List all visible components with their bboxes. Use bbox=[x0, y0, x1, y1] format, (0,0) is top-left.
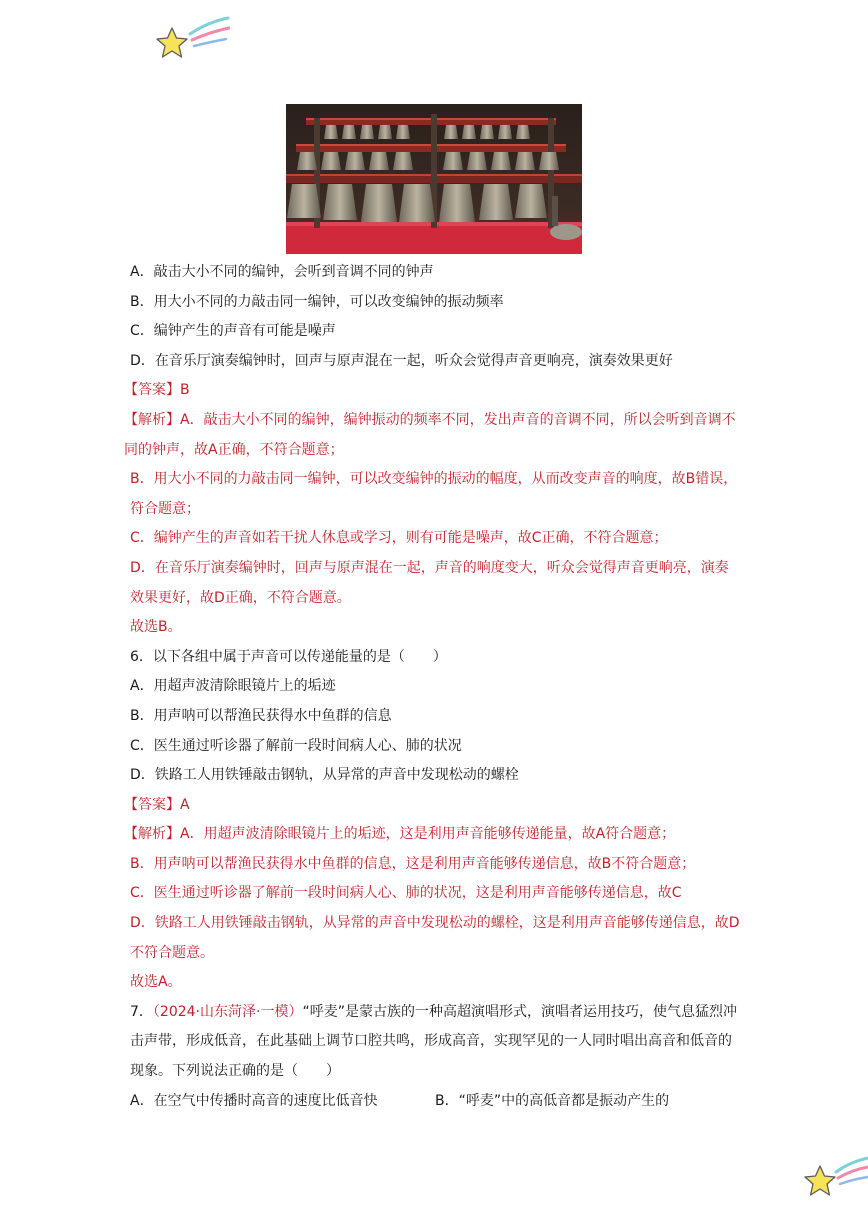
document-body bbox=[124, 258, 740, 1116]
q5-option-d: D．在音乐厅演奏编钟时，回声与原声混在一起，听众会觉得声音更响亮，演奏效果更好 bbox=[130, 352, 673, 369]
q7-number: 7． bbox=[130, 1003, 153, 1020]
q5-analysis-d: D．在音乐厅演奏编钟时，回声与原声混在一起，声音的响度变大，听众会觉得声音更响亮，演奏效果更好，故D正确，不符合题意。 bbox=[130, 559, 729, 606]
shooting-star-icon bbox=[150, 14, 230, 64]
q5-analysis-a: 【解析】A．敲击大小不同的编钟，编钟振动的频率不同，发出声音的音调不同，所以会听到音调不同的钟声，故A正确，不符合题意； bbox=[124, 411, 736, 458]
q6-option-b: B．用声呐可以帮渔民获得水中鱼群的信息 bbox=[130, 707, 392, 724]
q6-analysis-d: D．铁路工人用铁锤敲击钢轨，从异常的声音中发现松动的螺栓，这是利用声音能够传递信息，故D不符合题意。 bbox=[130, 915, 740, 961]
q7-source: （2024·山东菏泽·一模） bbox=[152, 1003, 303, 1020]
q6-answer: 【答案】A bbox=[124, 796, 190, 813]
q6-option-d: D．铁路工人用铁锤敲击钢轨，从异常的声音中发现松动的螺栓 bbox=[130, 767, 519, 784]
q7-stem: “呼麦”是蒙古族的一种高超演唱形式，演唱者运用技巧，使气息猛烈冲击声带，形成低音，在此基础上调节口腔共鸣，形成高音，实现罕见的一人同时唱出高音和低音的现象。下列说法正确的是（ ） bbox=[130, 1003, 737, 1080]
q5-analysis-b: B．用大小不同的力敲击同一编钟，可以改变编钟的振动的幅度，从而改变声音的响度，故B错误，符合题意； bbox=[130, 471, 738, 517]
q5-option-c: C．编钟产生的声音有可能是噪声 bbox=[130, 323, 336, 340]
q6-analysis-b: B．用声呐可以帮渔民获得水中鱼群的信息，这是利用声音能够传递信息，故B不符合题意； bbox=[130, 855, 696, 872]
shooting-star-icon bbox=[798, 1152, 868, 1202]
q6-analysis-c: C．医生通过听诊器了解前一段时间病人心、肺的状况，这是利用声音能够传递信息，故C bbox=[130, 885, 682, 902]
q7-option-a: A．在空气中传播时高音的速度比低音快 bbox=[130, 1092, 378, 1109]
q6-analysis-a: 【解析】A．用超声波清除眼镜片上的垢迹，这是利用声音能够传递能量，故A符合题意； bbox=[124, 826, 676, 843]
q5-option-a: A．敲击大小不同的编钟，会听到音调不同的钟声 bbox=[130, 264, 434, 280]
q6-option-a: A．用超声波清除眼镜片上的垢迹 bbox=[130, 678, 336, 695]
q7-options-row bbox=[130, 1087, 740, 1117]
q7-option-b: B．“呼麦”中的高低音都是振动产生的 bbox=[435, 1092, 670, 1109]
q5-answer: 【答案】B bbox=[124, 382, 190, 399]
q6-conclusion: 故选A。 bbox=[130, 974, 182, 991]
q7-stem-block bbox=[130, 998, 740, 1087]
q5-analysis-c: C．编钟产生的声音如若干扰人休息或学习，则有可能是噪声，故C正确，不符合题意； bbox=[130, 530, 668, 547]
q5-conclusion: 故选B。 bbox=[130, 619, 182, 636]
q6-option-c: C．医生通过听诊器了解前一段时间病人心、肺的状况 bbox=[130, 737, 462, 754]
q5-option-b: B．用大小不同的力敲击同一编钟，可以改变编钟的振动频率 bbox=[130, 293, 504, 310]
chime-bells-photo bbox=[286, 104, 582, 254]
q6-stem: 6．以下各组中属于声音可以传递能量的是（ ） bbox=[130, 648, 447, 665]
